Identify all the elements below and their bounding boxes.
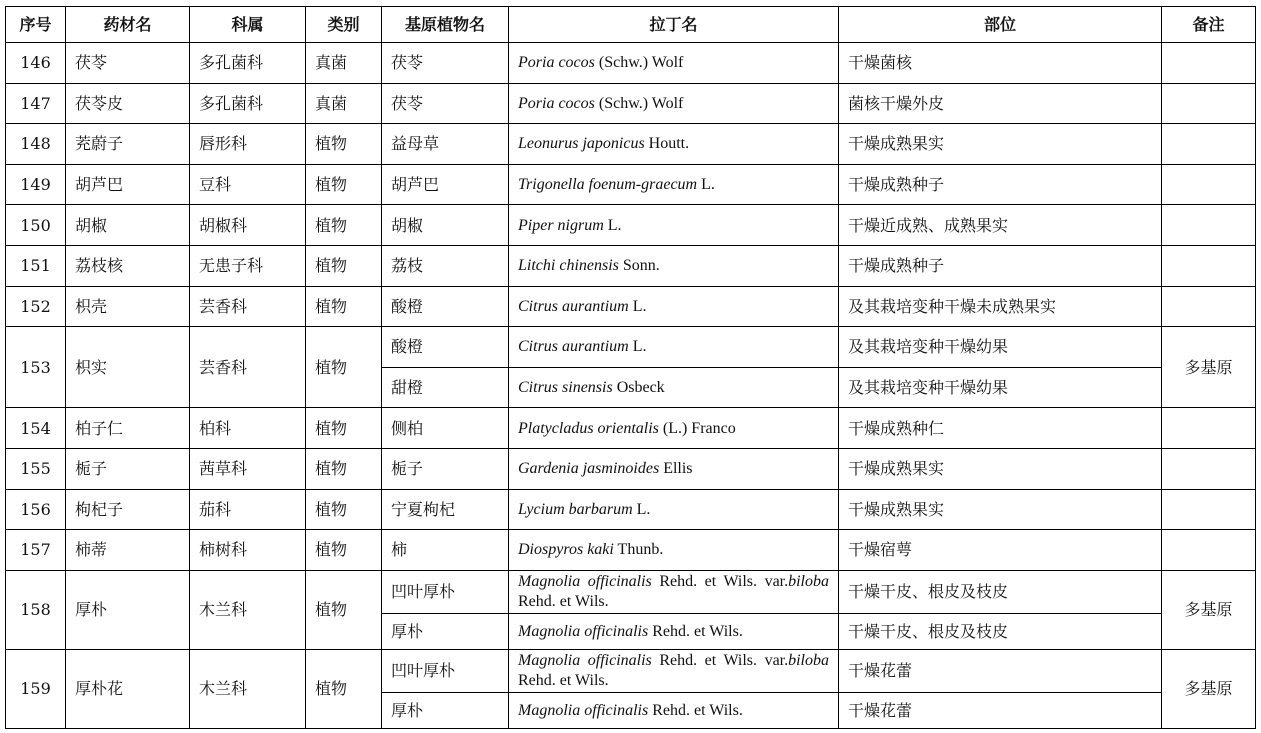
table-row	[6, 205, 1256, 246]
row-number: 159	[6, 649, 66, 728]
herb-category: 植物	[306, 649, 382, 728]
table-row	[6, 43, 1256, 84]
medicinal-part: 干燥成熟果实	[839, 124, 1162, 165]
header-row	[6, 7, 1256, 43]
herb-name: 茺蔚子	[66, 124, 190, 165]
header-latin: 拉丁名	[509, 7, 839, 43]
herb-family: 茜草科	[190, 448, 306, 489]
note-cell	[1162, 83, 1256, 124]
source-plant: 茯苓	[382, 43, 509, 84]
source-plant: 胡芦巴	[382, 164, 509, 205]
herb-name: 厚朴	[66, 570, 190, 649]
latin-authority: Rehd. et Wils.	[518, 671, 609, 689]
herb-category: 真菌	[306, 83, 382, 124]
header-name: 药材名	[66, 7, 190, 43]
row-number: 154	[6, 408, 66, 449]
latin-name-cell	[509, 164, 839, 205]
note-cell	[1162, 205, 1256, 246]
note-cell	[1162, 124, 1256, 165]
header-no: 序号	[6, 7, 66, 43]
latin-authority: Rehd. et Wils.	[648, 701, 743, 719]
table-body	[6, 43, 1256, 729]
row-number: 155	[6, 448, 66, 489]
source-plant: 栀子	[382, 448, 509, 489]
header-plant: 基原植物名	[382, 7, 509, 43]
note-cell	[1162, 489, 1256, 530]
header-part: 部位	[839, 7, 1162, 43]
source-plant: 益母草	[382, 124, 509, 165]
note-cell	[1162, 448, 1256, 489]
row-number: 152	[6, 286, 66, 327]
row-number: 151	[6, 245, 66, 286]
latin-genus-species: Magnolia officinalis	[518, 572, 652, 590]
medicinal-part: 干燥成熟果实	[839, 448, 1162, 489]
medicinal-part: 干燥成熟果实	[839, 489, 1162, 530]
herb-name: 胡椒	[66, 205, 190, 246]
latin-authority: Osbeck	[612, 379, 665, 397]
header-family: 科属	[190, 7, 306, 43]
note-cell	[1162, 408, 1256, 449]
note-cell: 多基原	[1162, 649, 1256, 728]
medicinal-part: 及其栽培变种干燥未成熟果实	[839, 286, 1162, 327]
latin-authority: Rehd. et Wils. var.	[651, 572, 789, 590]
source-plant: 侧柏	[382, 408, 509, 449]
note-cell	[1162, 286, 1256, 327]
latin-name-cell	[509, 124, 839, 165]
latin-genus-species: Leonurus japonicus	[518, 135, 645, 153]
herb-name: 茯苓	[66, 43, 190, 84]
latin-genus-species: Magnolia officinalis	[518, 651, 652, 669]
medicinal-part: 菌核干燥外皮	[839, 83, 1162, 124]
latin-authority: Sonn.	[618, 257, 660, 275]
herb-family: 多孔菌科	[190, 83, 306, 124]
latin-genus-species: Trigonella foenum-graecum	[518, 176, 698, 194]
latin-name-cell	[509, 570, 839, 613]
note-cell: 多基原	[1162, 327, 1256, 408]
latin-authority: (Schw.) Wolf	[594, 94, 684, 112]
table-row	[6, 245, 1256, 286]
table-row	[6, 164, 1256, 205]
table-row	[6, 570, 1256, 613]
herb-name: 胡芦巴	[66, 164, 190, 205]
herb-family: 芸香科	[190, 286, 306, 327]
herb-category: 植物	[306, 448, 382, 489]
header-category: 类别	[306, 7, 382, 43]
medicinal-part: 及其栽培变种干燥幼果	[839, 367, 1162, 408]
herb-family: 唇形科	[190, 124, 306, 165]
latin-name-cell	[509, 489, 839, 530]
latin-name-cell	[509, 448, 839, 489]
herb-family: 柿树科	[190, 530, 306, 571]
latin-authority: Ellis	[659, 460, 693, 478]
herb-category: 植物	[306, 286, 382, 327]
herb-family: 多孔菌科	[190, 43, 306, 84]
latin-authority: L.	[603, 216, 622, 234]
herb-category: 植物	[306, 245, 382, 286]
herb-name: 柏子仁	[66, 408, 190, 449]
herb-name: 枳实	[66, 327, 190, 408]
latin-genus-species: Citrus aurantium	[518, 297, 629, 315]
note-cell	[1162, 164, 1256, 205]
source-plant: 酸橙	[382, 286, 509, 327]
herb-family: 茄科	[190, 489, 306, 530]
herb-family: 柏科	[190, 408, 306, 449]
note-cell: 多基原	[1162, 570, 1256, 649]
source-plant: 茯苓	[382, 83, 509, 124]
source-plant: 柿	[382, 530, 509, 571]
latin-genus-species: biloba	[788, 651, 829, 669]
medicinal-part: 干燥近成熟、成熟果实	[839, 205, 1162, 246]
latin-name-cell	[509, 613, 839, 649]
row-number: 150	[6, 205, 66, 246]
row-number: 153	[6, 327, 66, 408]
herb-name: 荔枝核	[66, 245, 190, 286]
latin-genus-species: Litchi chinensis	[518, 257, 619, 275]
note-cell	[1162, 245, 1256, 286]
herb-name: 厚朴花	[66, 649, 190, 728]
herb-family: 木兰科	[190, 570, 306, 649]
herb-family: 无患子科	[190, 245, 306, 286]
row-number: 156	[6, 489, 66, 530]
table-row	[6, 83, 1256, 124]
medicinal-part: 干燥成熟种子	[839, 164, 1162, 205]
source-plant: 荔枝	[382, 245, 509, 286]
table-row	[6, 649, 1256, 692]
latin-genus-species: Magnolia officinalis	[518, 701, 649, 719]
latin-genus-species: Gardenia jasminoides	[518, 460, 660, 478]
latin-name-cell	[509, 530, 839, 571]
source-plant: 厚朴	[382, 692, 509, 728]
herb-name: 柿蒂	[66, 530, 190, 571]
source-plant: 胡椒	[382, 205, 509, 246]
herb-category: 植物	[306, 489, 382, 530]
latin-genus-species: Lycium barbarum	[518, 500, 633, 518]
herb-family: 豆科	[190, 164, 306, 205]
latin-name-cell	[509, 286, 839, 327]
source-plant: 宁夏枸杞	[382, 489, 509, 530]
herb-family: 木兰科	[190, 649, 306, 728]
medicinal-part: 干燥干皮、根皮及枝皮	[839, 613, 1162, 649]
table-row	[6, 286, 1256, 327]
medicinal-part: 干燥成熟种仁	[839, 408, 1162, 449]
latin-name-cell	[509, 83, 839, 124]
source-plant: 凹叶厚朴	[382, 649, 509, 692]
latin-authority: L.	[628, 297, 647, 315]
latin-genus-species: Poria cocos	[518, 94, 595, 112]
medicinal-part: 及其栽培变种干燥幼果	[839, 327, 1162, 368]
latin-authority: Thunb.	[613, 541, 664, 559]
herb-name: 枸杞子	[66, 489, 190, 530]
table-row	[6, 530, 1256, 571]
table-row	[6, 408, 1256, 449]
herb-name: 枳壳	[66, 286, 190, 327]
herb-table	[5, 6, 1256, 729]
herb-category: 植物	[306, 408, 382, 449]
table-row	[6, 124, 1256, 165]
latin-name-cell	[509, 327, 839, 368]
latin-authority: Rehd. et Wils.	[518, 592, 609, 610]
herb-category: 植物	[306, 570, 382, 649]
note-cell	[1162, 43, 1256, 84]
latin-name-cell	[509, 692, 839, 728]
row-number: 146	[6, 43, 66, 84]
row-number: 157	[6, 530, 66, 571]
latin-authority: (L.) Franco	[658, 419, 736, 437]
latin-authority: (Schw.) Wolf	[594, 54, 684, 72]
source-plant: 厚朴	[382, 613, 509, 649]
herb-category: 植物	[306, 164, 382, 205]
latin-genus-species: Citrus aurantium	[518, 338, 629, 356]
latin-authority: Rehd. et Wils. var.	[651, 651, 789, 669]
latin-name-cell	[509, 408, 839, 449]
herb-category: 植物	[306, 327, 382, 408]
latin-genus-species: Platycladus orientalis	[518, 419, 659, 437]
row-number: 149	[6, 164, 66, 205]
herb-category: 真菌	[306, 43, 382, 84]
latin-genus-species: Magnolia officinalis	[518, 622, 649, 640]
latin-name-cell	[509, 245, 839, 286]
latin-authority: L.	[632, 500, 651, 518]
medicinal-part: 干燥花蕾	[839, 692, 1162, 728]
latin-name-cell	[509, 205, 839, 246]
medicinal-part: 干燥菌核	[839, 43, 1162, 84]
latin-authority: L.	[697, 176, 715, 194]
latin-genus-species: Poria cocos	[518, 54, 595, 72]
row-number: 147	[6, 83, 66, 124]
row-number: 148	[6, 124, 66, 165]
latin-name-cell	[509, 367, 839, 408]
latin-name-cell	[509, 43, 839, 84]
header-note: 备注	[1162, 7, 1256, 43]
table-row	[6, 489, 1256, 530]
latin-genus-species: biloba	[788, 572, 829, 590]
herb-family: 胡椒科	[190, 205, 306, 246]
note-cell	[1162, 530, 1256, 571]
latin-name-cell	[509, 649, 839, 692]
latin-authority: Houtt.	[644, 135, 690, 153]
herb-name: 茯苓皮	[66, 83, 190, 124]
table-row	[6, 448, 1256, 489]
source-plant: 甜橙	[382, 367, 509, 408]
herb-family: 芸香科	[190, 327, 306, 408]
herb-category: 植物	[306, 530, 382, 571]
source-plant: 酸橙	[382, 327, 509, 368]
medicinal-part: 干燥干皮、根皮及枝皮	[839, 570, 1162, 613]
source-plant: 凹叶厚朴	[382, 570, 509, 613]
latin-genus-species: Citrus sinensis	[518, 379, 613, 397]
herb-name: 栀子	[66, 448, 190, 489]
medicinal-part: 干燥成熟种子	[839, 245, 1162, 286]
latin-authority: Rehd. et Wils.	[648, 622, 743, 640]
medicinal-part: 干燥宿萼	[839, 530, 1162, 571]
latin-authority: L.	[628, 338, 647, 356]
latin-genus-species: Diospyros kaki	[518, 541, 614, 559]
herb-category: 植物	[306, 124, 382, 165]
medicinal-part: 干燥花蕾	[839, 649, 1162, 692]
row-number: 158	[6, 570, 66, 649]
latin-genus-species: Piper nigrum	[518, 216, 604, 234]
table-row	[6, 327, 1256, 368]
herb-category: 植物	[306, 205, 382, 246]
